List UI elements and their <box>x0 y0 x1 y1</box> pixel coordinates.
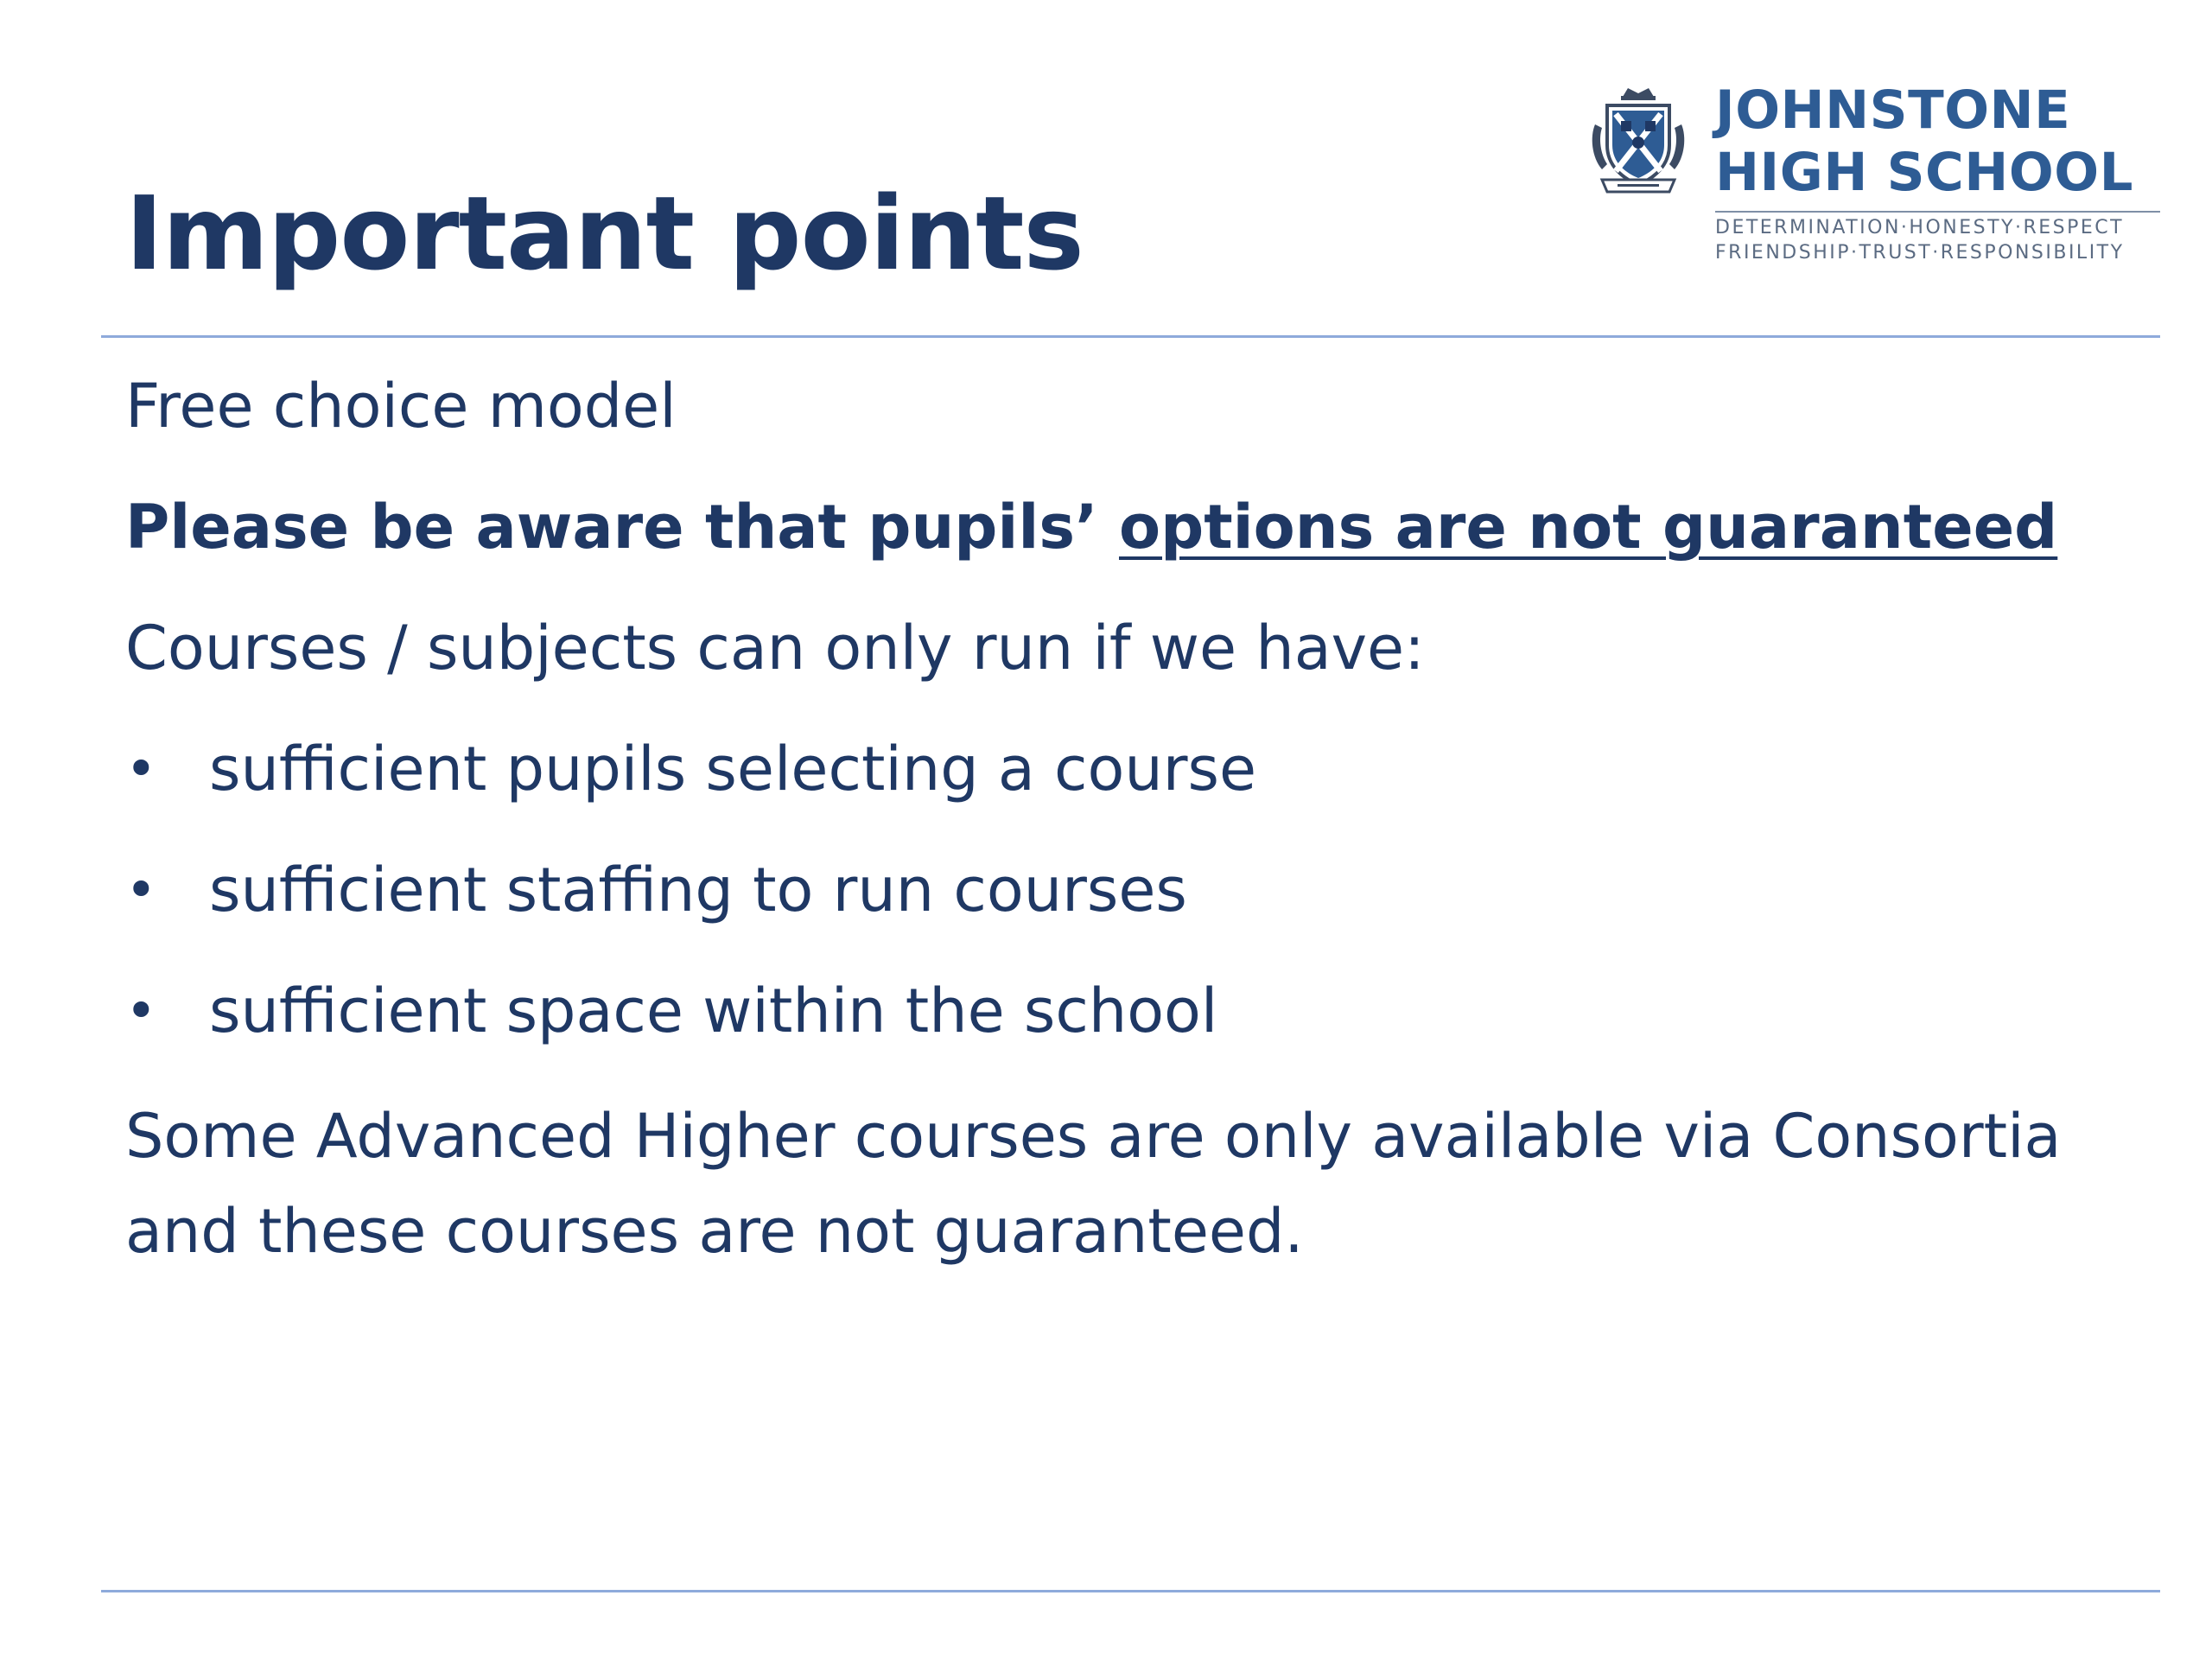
consortia-note: Some Advanced Higher courses are only available via Consortia and these courses are not guaranteed. <box>125 1101 2062 1267</box>
footer-divider <box>101 1590 2160 1592</box>
conditions-intro: Courses / subjects can only run if we have: <box>125 613 1425 683</box>
school-motto <box>1715 215 2160 265</box>
bullet-icon: • <box>125 737 157 800</box>
school-name-line1: JOHNSTONE <box>1715 79 2071 141</box>
school-name-line2: HIGH SCHOOL <box>1715 142 2133 203</box>
school-logo <box>1590 79 2160 270</box>
options-warning-lead: Please be aware that pupils’ <box>125 492 1120 563</box>
logo-divider <box>1715 211 2160 213</box>
list-item-text: sufficient space within the school <box>209 976 1218 1046</box>
school-crest-icon <box>1590 85 1687 195</box>
title-divider <box>101 335 2160 338</box>
bullet-icon: • <box>125 979 157 1042</box>
school-motto-line2: FRIENDSHIP·TRUST·RESPONSIBILITY <box>1715 242 2125 264</box>
school-name <box>1715 79 2160 204</box>
bullet-icon: • <box>125 858 157 921</box>
school-motto-line1: DETERMINATION·HONESTY·RESPECT <box>1715 217 2125 238</box>
options-warning-emphasis: options are not guaranteed <box>1119 492 2058 563</box>
options-warning <box>125 484 2057 570</box>
free-choice-text: Free choice model <box>125 371 677 442</box>
list-item-text: sufficient staffing to run courses <box>209 855 1187 925</box>
slide-title: Important points <box>125 174 1084 293</box>
list-item-text: sufficient pupils selecting a course <box>209 734 1257 804</box>
